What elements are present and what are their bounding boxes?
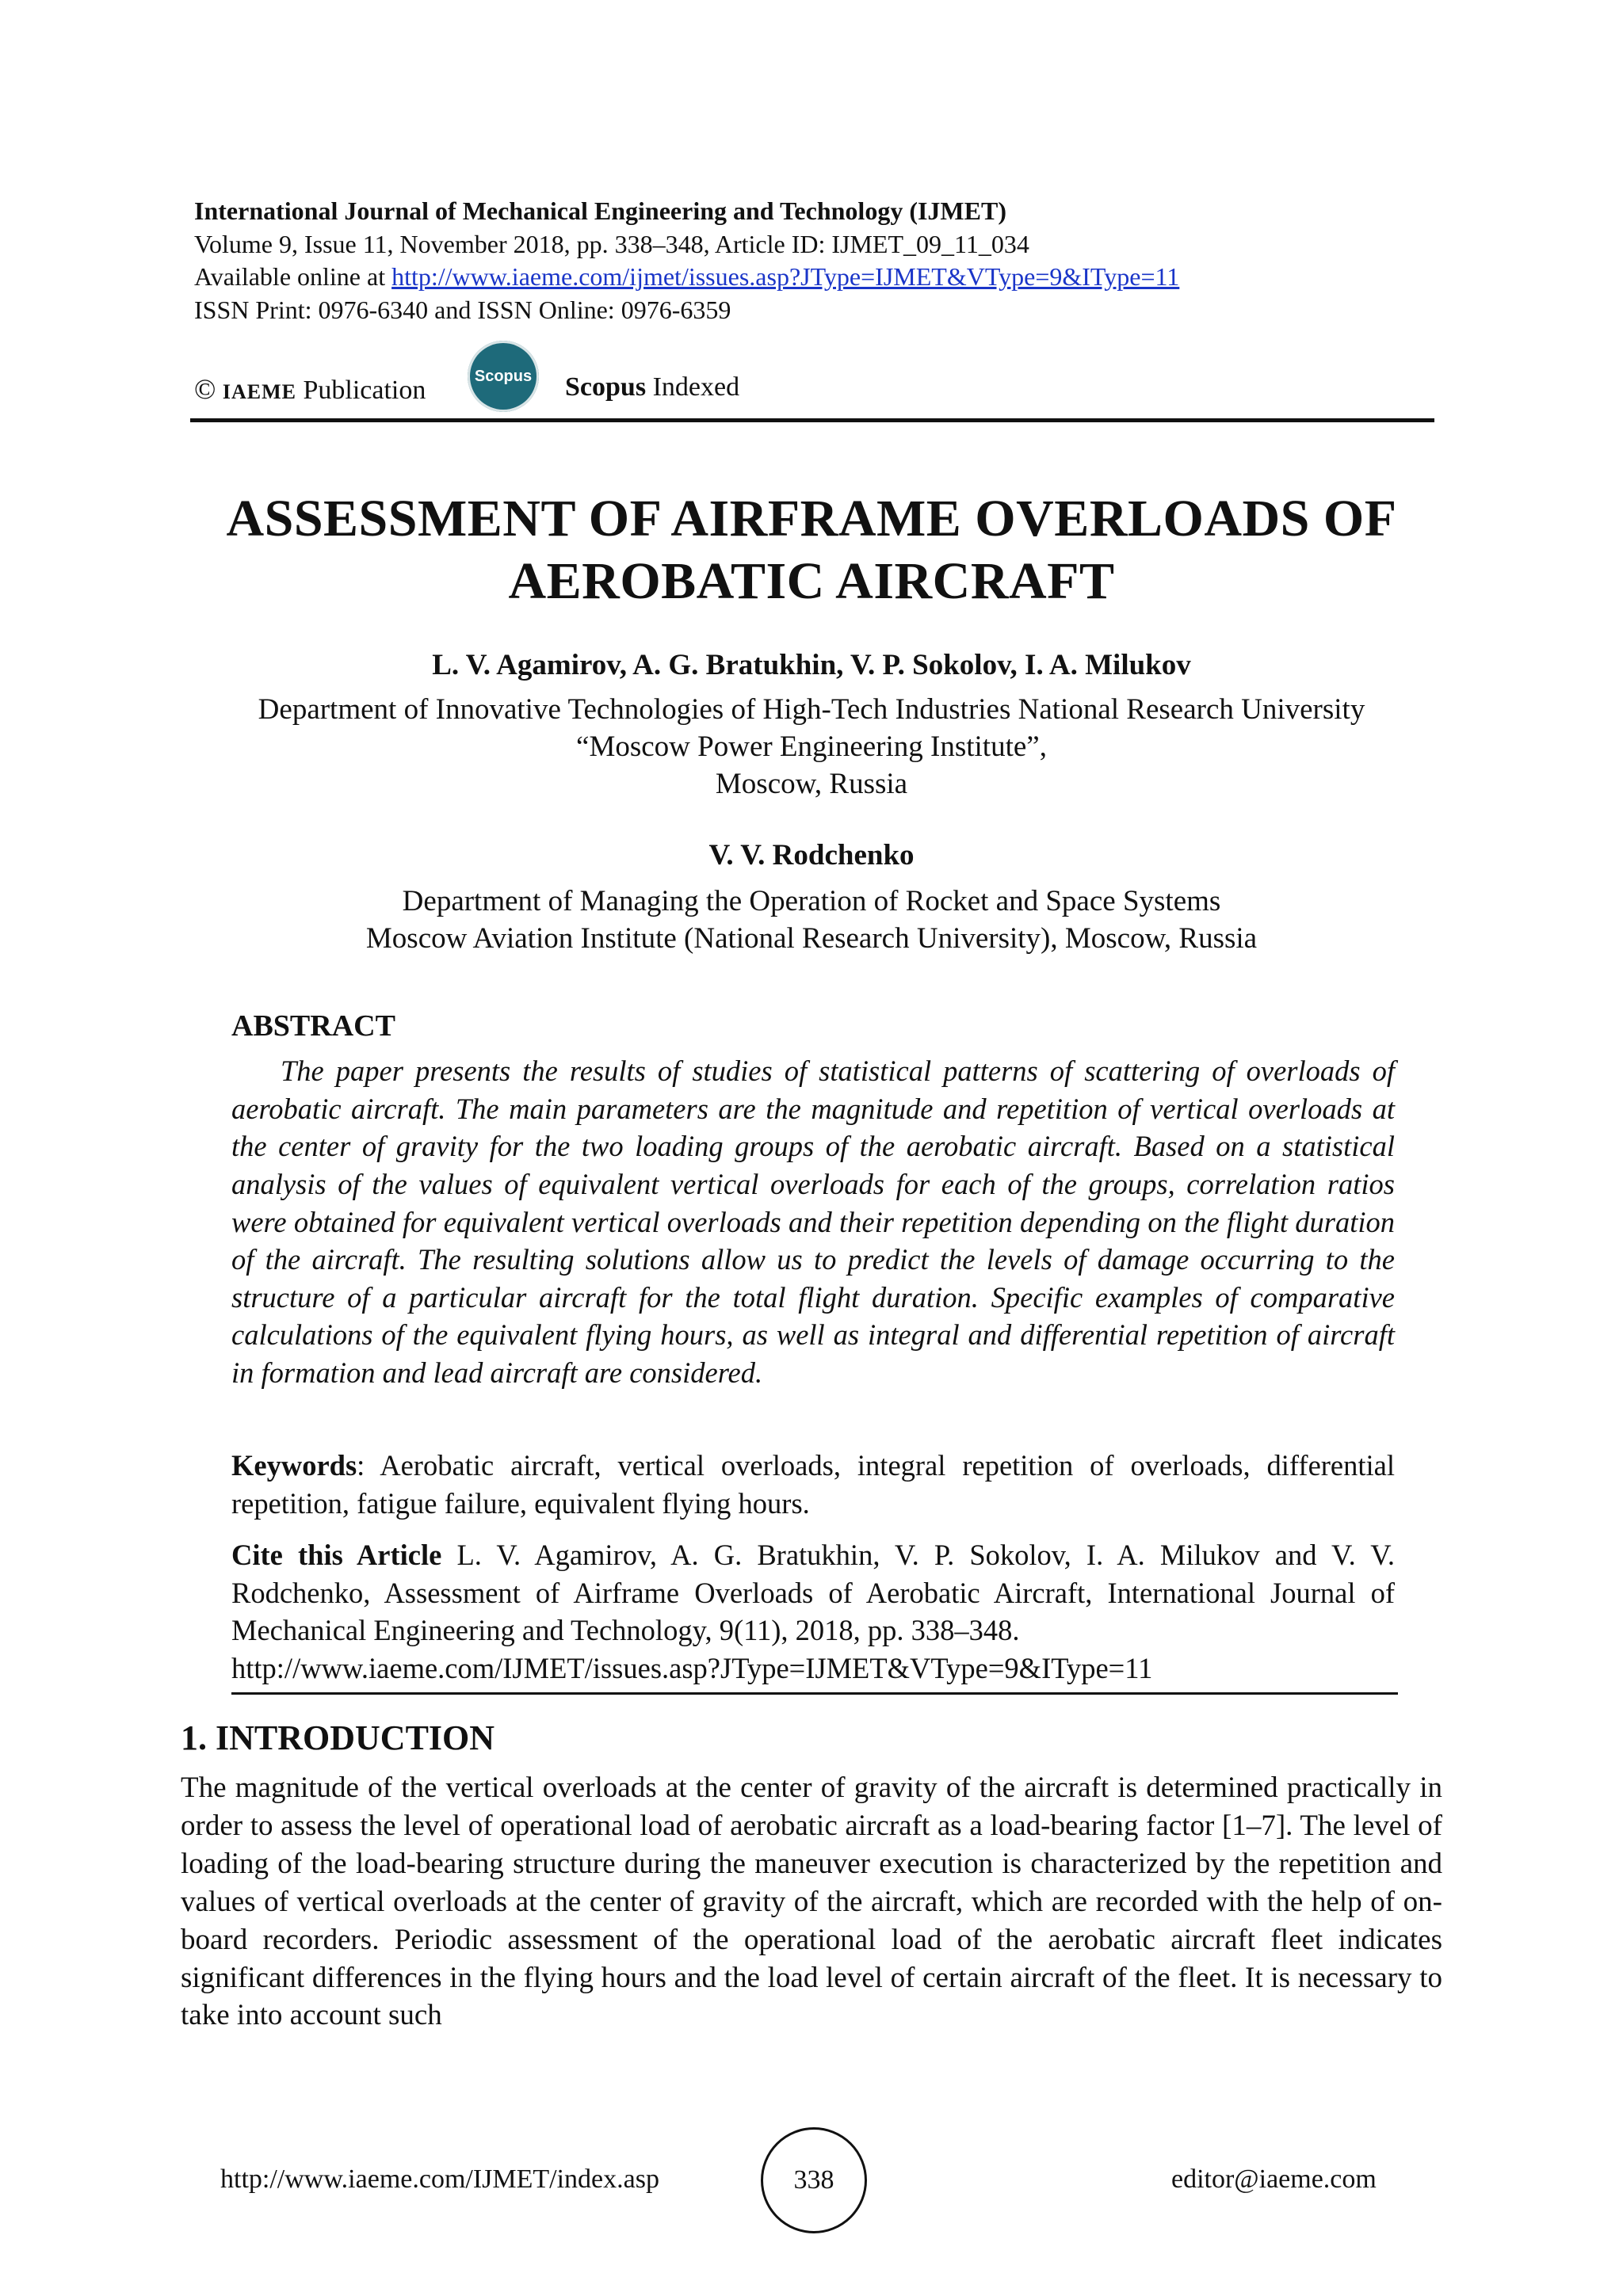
citation-divider (231, 1692, 1398, 1695)
affiliation-primary-line-1: Department of Innovative Technologies of High-Tech Industries National Research University (258, 693, 1365, 726)
scopus-logo-text: Scopus (474, 367, 533, 385)
availability-line (194, 261, 1430, 294)
issue-link[interactable]: http://www.iaeme.com/ijmet/issues.asp?JType=IJMET&VType=9&IType=11 (391, 262, 1180, 292)
abstract-heading: ABSTRACT (231, 1009, 395, 1043)
volume-line: Volume 9, Issue 11, November 2018, pp. 338–348, Article ID: IJMET_09_11_034 (194, 229, 1029, 258)
authors-primary: L. V. Agamirov, A. G. Bratukhin, V. P. Sokolov, I. A. Milukov (432, 649, 1191, 681)
affiliation-primary-line-3: Moscow, Russia (715, 767, 908, 800)
indexed-word: Indexed (646, 372, 740, 402)
affiliation-primary (158, 692, 1465, 803)
journal-name: International Journal of Mechanical Engineering and Technology (IJMET) (194, 196, 1006, 225)
publisher-name: IAEME (222, 380, 296, 403)
available-prefix: Available online at (194, 262, 392, 292)
page-number: 338 (761, 2127, 867, 2233)
section-heading-introduction: 1. INTRODUCTION (181, 1718, 495, 1757)
paper-title (158, 487, 1465, 612)
keywords (231, 1447, 1395, 1522)
authors-secondary: V. V. Rodchenko (708, 839, 915, 871)
cite-url: http://www.iaeme.com/IJMET/issues.asp?JType=IJMET&VType=9&IType=11 (231, 1651, 1153, 1684)
journal-header (194, 195, 1430, 326)
scopus-logo (468, 341, 539, 412)
introduction-text: The magnitude of the vertical overloads at the center of gravity of the aircraft is determined practically in order to assess the level of operational load of aerobatic aircraft as a load-bearing factor [1–7]. The level of loading of the load-bearing structure during the maneuver execution is characterized by the repetition and values of vertical overloads at the center of gravity of the aircraft, which are recorded with the help of on-board recorders. Periodic assessment of the operational load of the aerobatic aircraft fleet indicates significant differences in the flying hours and the load level of certain aircraft of the fleet. It is necessary to take into account such (181, 1772, 1442, 2032)
header-divider (190, 418, 1434, 422)
affiliation-secondary (158, 883, 1465, 958)
footer-email[interactable]: editor@iaeme.com (1171, 2164, 1377, 2194)
title-line-2: AEROBATIC AIRCRAFT (508, 552, 1115, 611)
affiliation-secondary-line-1: Department of Managing the Operation of Rocket and Space Systems (402, 885, 1221, 917)
scopus-bold: Scopus (565, 372, 647, 402)
affiliation-primary-line-2: “Moscow Power Engineering Institute”, (576, 730, 1047, 763)
publisher-label (194, 372, 426, 406)
citation (231, 1536, 1395, 1688)
footer-url[interactable]: http://www.iaeme.com/IJMET/index.asp (220, 2164, 659, 2194)
cite-text: L. V. Agamirov, A. G. Bratukhin, V. P. Sokolov, I. A. Milukov and V. V. Rodchenko, Assessment of Airframe Overloads of Aerobatic Aircraft, International Journal of Mechanical Engineering and Technology, 9(11), 2018, pp. 338–348. (231, 1539, 1395, 1647)
publication-word: Publication (296, 376, 426, 405)
cite-label: Cite this Article (231, 1539, 442, 1571)
title-line-1: ASSESSMENT OF AIRFRAME OVERLOADS OF (226, 490, 1397, 547)
affiliation-secondary-line-2: Moscow Aviation Institute (National Research University), Moscow, Russia (365, 921, 1258, 955)
scopus-indexed (565, 372, 739, 402)
keywords-text: : Aerobatic aircraft, vertical overloads, integral repetition of overloads, differential repetition, fatigue failure, equivalent flying hours. (231, 1449, 1395, 1520)
publication-row (194, 341, 1430, 412)
copyright-symbol: © (194, 373, 216, 405)
keywords-label: Keywords (231, 1449, 357, 1482)
abstract-text: The paper presents the results of studies of statistical patterns of scattering of overloads of aerobatic aircraft. The main parameters are the magnitude and repetition of vertical overloads at the center of gravity for the two loading groups of the aerobatic aircraft. Based on a statistical analysis of the values of equivalent vertical overloads for each of the groups, correlation ratios were obtained for equivalent vertical overloads and their repetition depending on the flight duration of the aircraft. The resulting solutions allow us to predict the levels of damage occurring to the structure of a particular aircraft for the total flight duration. Specific examples of comparative calculations of the equivalent flying hours, as well as integral and differential repetition of aircraft in formation and lead aircraft are considered. (231, 1055, 1395, 1389)
issn-line: ISSN Print: 0976-6340 and ISSN Online: 0976-6359 (194, 295, 731, 324)
